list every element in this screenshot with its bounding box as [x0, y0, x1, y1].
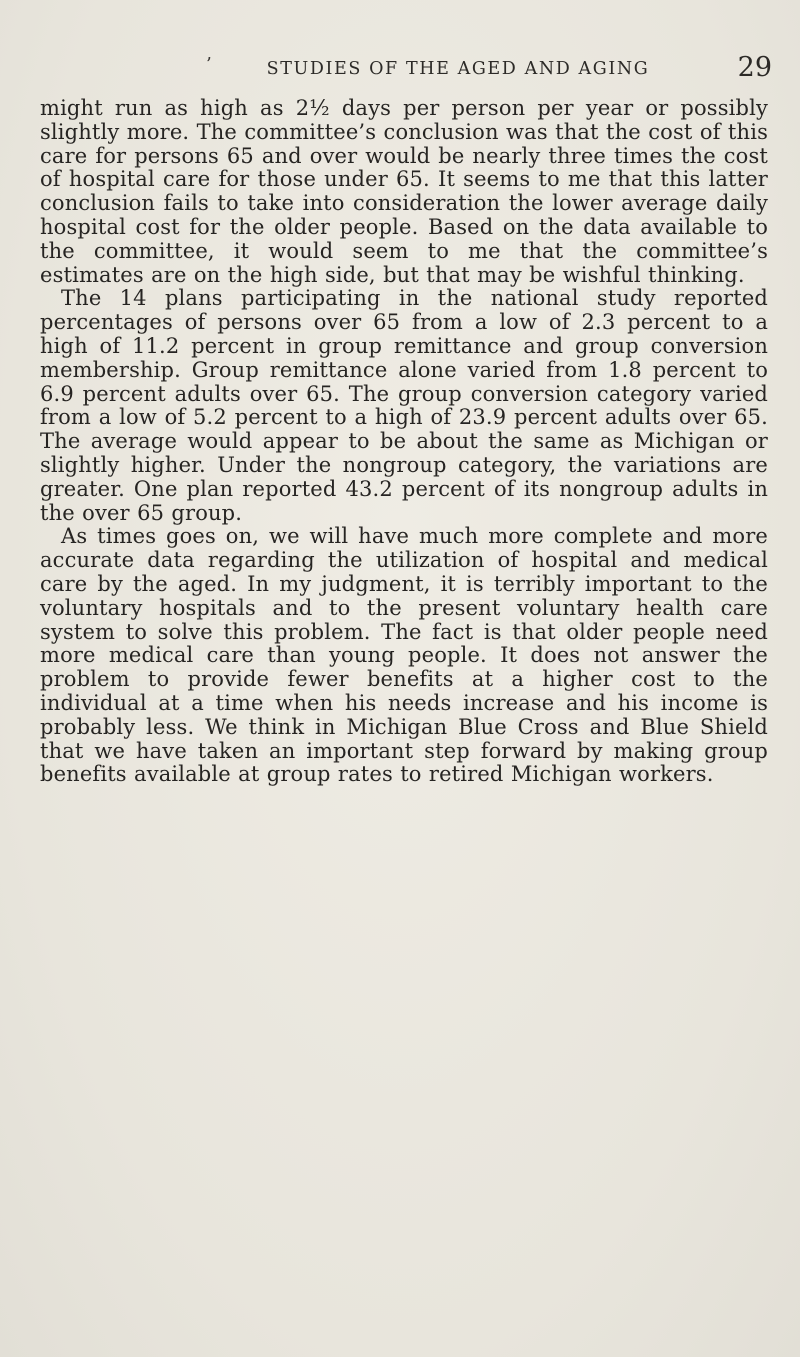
paragraph-2: The 14 plans participating in the national study reported percentages of persons over 65 from a low of 2.3 percent to a high of 11.2 percent in group remittance and group conversion membership. Group remittance alone varied from 1.8 percent to 6.9 percent adults over 65. The group conversion category varied from a low of 5.2 percent to a high of 23.9 percent adults over 65. The average would appear to be about the same as Michigan or slightly higher. Under the nongroup category, the variations are greater. One plan reported 43.2 percent of its nongroup adults in the over 65 group. — [40, 286, 768, 525]
body-text — [40, 97, 768, 787]
paragraph-3: As times goes on, we will have much more complete and more accurate data regarding the utilization of hospital and medical care by the aged. In my judgment, it is terribly important to the voluntary hospitals and to the present voluntary health care system to solve this problem. The fact is that older people need more medical care than young people. It does not answer the problem to provide fewer benefits at a higher cost to the individual at a time when his needs increase and his income is probably less. We think in Michigan Blue Cross and Blue Shield that we have taken an important step forward by making group benefits available at group rates to retired Michigan workers. — [40, 524, 768, 787]
header-mark: ’ — [206, 54, 212, 75]
running-head: STUDIES OF THE AGED AND AGING — [266, 59, 650, 79]
paragraph-1: might run as high as 2½ days per person per year or possibly slightly more. The committee’s conclusion was that the cost of this care for persons 65 and over would be nearly three times the cost of hospital care for those under 65. It seems to me that this latter conclusion fails to take into consideration the lower average daily hospital cost for the older people. Based on the data available to the committee, it would seem to me that the committee’s estimates are on the high side, but that may be wishful thinking. — [40, 96, 768, 287]
page-header — [40, 52, 772, 92]
page-number: 29 — [737, 52, 772, 83]
